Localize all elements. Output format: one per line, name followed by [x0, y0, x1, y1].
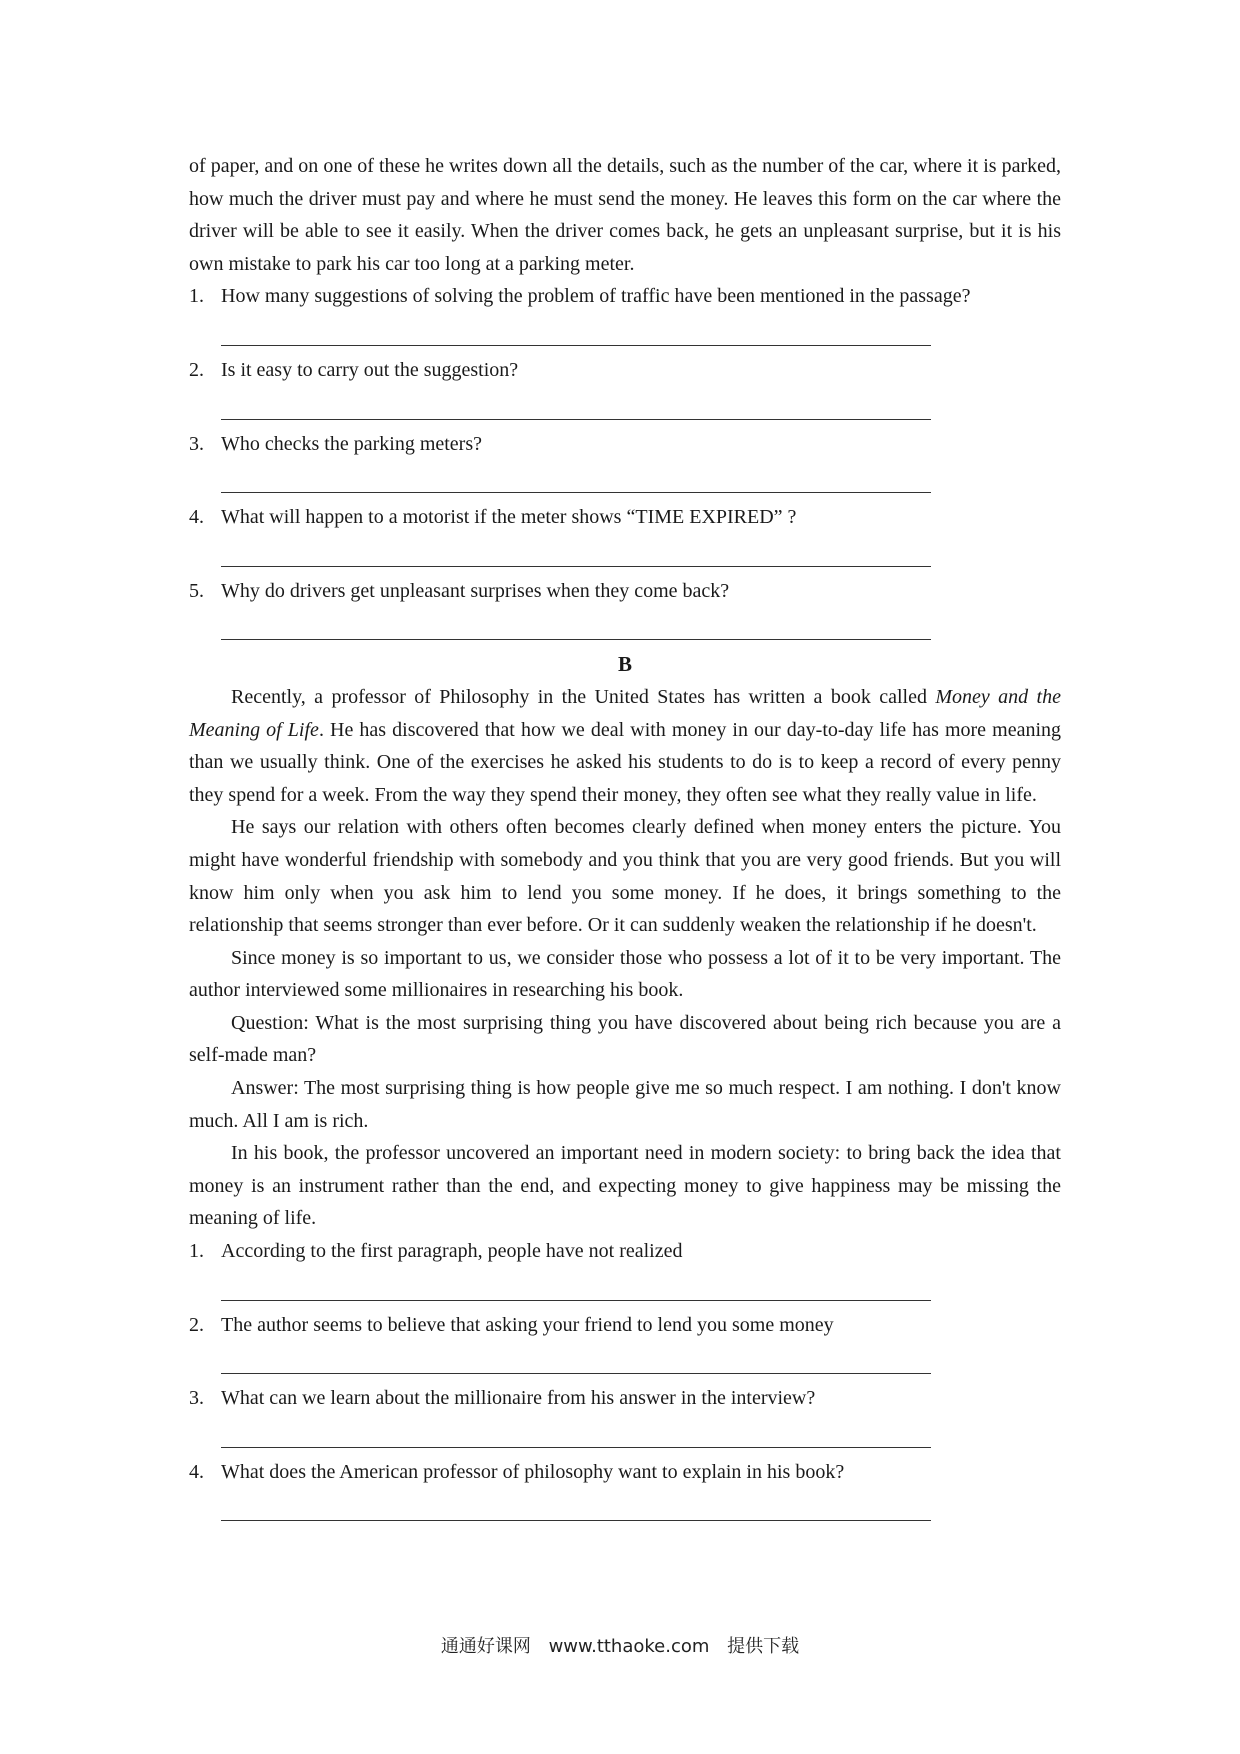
question-text: The author seems to believe that asking your friend to lend you some money — [221, 1313, 834, 1336]
passage-b-paragraph-2: He says our relation with others often becomes clearly defined when money enters the picture. You might have wonderful friendship with somebody and you think that you are very good friends. But you will know him only when you ask him to lend you some money. If he does, it brings something to the relationship that seems stronger than ever before. Or it can suddenly weaken the relationship if he doesn't. — [189, 816, 1061, 937]
question-number: 3. — [189, 432, 204, 455]
answer-line[interactable] — [221, 639, 931, 640]
question-item — [189, 1382, 1061, 1448]
answer-line[interactable] — [221, 1300, 931, 1301]
question-text: What can we learn about the millionaire from his answer in the interview? — [221, 1387, 816, 1410]
answer-line[interactable] — [221, 1520, 931, 1521]
question-item — [189, 1309, 1061, 1375]
question-number: 4. — [189, 506, 204, 529]
section-b-title: B — [617, 652, 632, 677]
book-title: Money and the Meaning of Life — [189, 685, 1061, 741]
passage-b — [189, 681, 1061, 1235]
question-number: 2. — [189, 1313, 204, 1336]
question-text: Why do drivers get unpleasant surprises when they come back? — [221, 579, 730, 602]
passage-b-paragraph-3: Since money is so important to us, we consider those who possess a lot of it to be very important. The author interviewed some millionaires in researching his book. — [189, 946, 1061, 1002]
question-number: 2. — [189, 358, 204, 381]
question-item — [189, 575, 1061, 641]
question-item — [189, 354, 1061, 420]
questions-a — [189, 280, 1061, 640]
document-page — [189, 150, 1061, 1529]
page-footer — [0, 1632, 1240, 1658]
question-number: 1. — [189, 285, 204, 308]
footer-tagline: 提供下载 — [727, 1636, 800, 1657]
question-number: 3. — [189, 1387, 204, 1410]
question-text: Who checks the parking meters? — [221, 432, 483, 455]
question-text: According to the first paragraph, people have not realized — [221, 1240, 683, 1263]
answer-line[interactable] — [221, 1373, 931, 1374]
question-text: What will happen to a motorist if the meter shows “TIME EXPIRED” ? — [221, 506, 797, 529]
question-item — [189, 501, 1061, 567]
passage-b-paragraph-1: Recently, a professor of Philosophy in the United States has written a book called Money and the Meaning of Life. He has discovered that how we deal with money in our day-to-day life has more meaning than we usually think. One of the exercises he asked his students to do is to keep a record of every penny they spend for a week. From the way they spend their money, they often see what they really value in life. — [189, 685, 1062, 806]
answer-line[interactable] — [221, 492, 931, 493]
question-item — [189, 428, 1061, 494]
answer-line[interactable] — [221, 566, 931, 567]
footer-url[interactable]: www.tthaoke.com — [548, 1636, 710, 1657]
question-text: What does the American professor of philosophy want to explain in his book? — [221, 1460, 845, 1483]
question-item — [189, 280, 1061, 346]
passage-b-paragraph-5: Answer: The most surprising thing is how people give me so much respect. I am nothing. I don't know much. All I am is rich. — [189, 1077, 1061, 1132]
question-text: How many suggestions of solving the problem of traffic have been mentioned in the passage? — [221, 285, 971, 308]
question-text: Is it easy to carry out the suggestion? — [221, 358, 519, 381]
question-number: 1. — [189, 1240, 204, 1263]
footer-site-name: 通通好课网 — [440, 1636, 531, 1657]
question-number: 5. — [189, 579, 204, 602]
passage-a-ending: of paper, and on one of these he writes down all the details, such as the number of the car, where it is parked, how much the driver must pay and where he must send the money. He leaves this form on the car where the driver will be able to see it easily. When the driver comes back, he gets an unpleasant surprise, but it is his own mistake to park his car too long at a parking meter. — [189, 155, 1061, 275]
passage-b-paragraph-4: Question: What is the most surprising thing you have discovered about being rich because you are a self-made man? — [189, 1011, 1061, 1067]
question-item — [189, 1456, 1061, 1522]
questions-b — [189, 1235, 1061, 1521]
question-number: 4. — [189, 1460, 204, 1483]
question-item — [189, 1235, 1061, 1301]
answer-line[interactable] — [221, 419, 931, 420]
answer-line[interactable] — [221, 345, 931, 346]
answer-line[interactable] — [221, 1447, 931, 1448]
passage-b-paragraph-6: In his book, the professor uncovered an important need in modern society: to bring back the idea that money is an instrument rather than the end, and expecting money to give happiness may be missing the meaning of life. — [189, 1142, 1061, 1230]
